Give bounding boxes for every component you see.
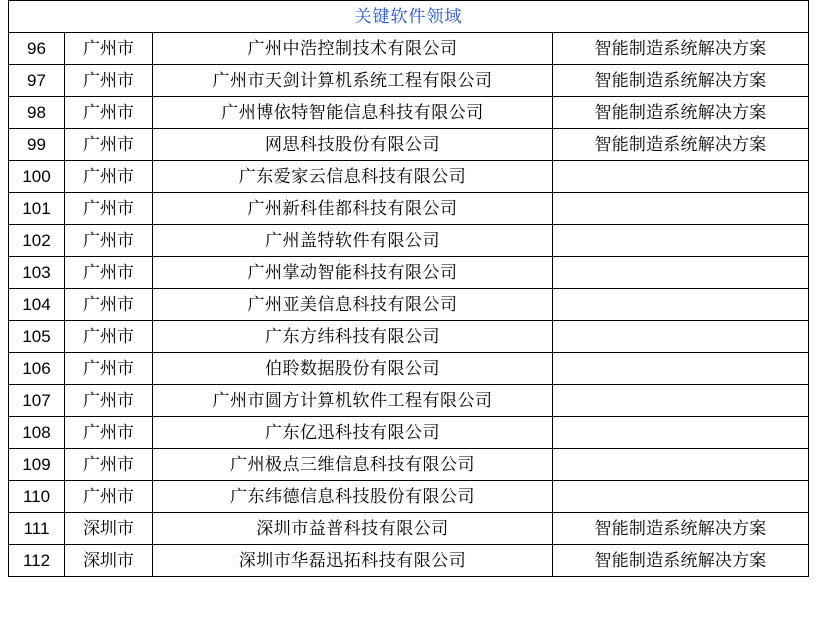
table-row <box>9 545 809 577</box>
cell-field <box>553 449 809 481</box>
cell-index: 98 <box>9 97 65 129</box>
cell-company-name: 广东亿迅科技有限公司 <box>153 417 553 449</box>
cell-field <box>553 353 809 385</box>
cell-city: 广州市 <box>65 289 153 321</box>
cell-city: 广州市 <box>65 449 153 481</box>
cell-company-name: 广州中浩控制技术有限公司 <box>153 33 553 65</box>
cell-company-name: 广州市圆方计算机软件工程有限公司 <box>153 385 553 417</box>
cell-index: 110 <box>9 481 65 513</box>
cell-index: 108 <box>9 417 65 449</box>
cell-city: 广州市 <box>65 481 153 513</box>
cell-city: 深圳市 <box>65 513 153 545</box>
cell-index: 97 <box>9 65 65 97</box>
table-row <box>9 97 809 129</box>
cell-index: 107 <box>9 385 65 417</box>
cell-city: 广州市 <box>65 97 153 129</box>
cell-company-name: 伯聆数据股份有限公司 <box>153 353 553 385</box>
cell-company-name: 广州极点三维信息科技有限公司 <box>153 449 553 481</box>
cell-index: 102 <box>9 225 65 257</box>
cell-index: 109 <box>9 449 65 481</box>
cell-company-name: 广东方纬科技有限公司 <box>153 321 553 353</box>
table-title-row <box>9 1 809 33</box>
cell-city: 广州市 <box>65 33 153 65</box>
cell-index: 111 <box>9 513 65 545</box>
cell-field <box>553 257 809 289</box>
cell-index: 104 <box>9 289 65 321</box>
cell-company-name: 广州亚美信息科技有限公司 <box>153 289 553 321</box>
table-body <box>9 33 809 577</box>
cell-field: 智能制造系统解决方案 <box>553 33 809 65</box>
cell-index: 99 <box>9 129 65 161</box>
cell-field: 智能制造系统解决方案 <box>553 545 809 577</box>
cell-company-name: 广州新科佳都科技有限公司 <box>153 193 553 225</box>
page-title: 关键软件领域 <box>9 1 809 33</box>
cell-field <box>553 417 809 449</box>
table-row <box>9 353 809 385</box>
table-row <box>9 257 809 289</box>
table-row <box>9 321 809 353</box>
cell-city: 广州市 <box>65 161 153 193</box>
cell-city: 广州市 <box>65 225 153 257</box>
cell-index: 103 <box>9 257 65 289</box>
cell-index: 105 <box>9 321 65 353</box>
cell-field <box>553 289 809 321</box>
table-row <box>9 65 809 97</box>
table-row <box>9 129 809 161</box>
cell-city: 广州市 <box>65 385 153 417</box>
cell-field <box>553 321 809 353</box>
company-list-table <box>8 0 809 577</box>
cell-field: 智能制造系统解决方案 <box>553 97 809 129</box>
cell-field <box>553 193 809 225</box>
cell-company-name: 深圳市益普科技有限公司 <box>153 513 553 545</box>
cell-company-name: 广东纬德信息科技股份有限公司 <box>153 481 553 513</box>
cell-field <box>553 481 809 513</box>
cell-city: 广州市 <box>65 353 153 385</box>
cell-company-name: 广东爱家云信息科技有限公司 <box>153 161 553 193</box>
cell-company-name: 广州博依特智能信息科技有限公司 <box>153 97 553 129</box>
cell-index: 101 <box>9 193 65 225</box>
cell-field: 智能制造系统解决方案 <box>553 513 809 545</box>
cell-city: 深圳市 <box>65 545 153 577</box>
table-row <box>9 225 809 257</box>
cell-company-name: 广州盖特软件有限公司 <box>153 225 553 257</box>
cell-field <box>553 161 809 193</box>
cell-field <box>553 385 809 417</box>
cell-city: 广州市 <box>65 417 153 449</box>
cell-company-name: 深圳市华磊迅拓科技有限公司 <box>153 545 553 577</box>
table-row <box>9 161 809 193</box>
table-row <box>9 33 809 65</box>
cell-city: 广州市 <box>65 65 153 97</box>
table-row <box>9 193 809 225</box>
table-row <box>9 449 809 481</box>
cell-city: 广州市 <box>65 321 153 353</box>
table-row <box>9 385 809 417</box>
table-row <box>9 417 809 449</box>
cell-index: 112 <box>9 545 65 577</box>
cell-index: 106 <box>9 353 65 385</box>
cell-city: 广州市 <box>65 257 153 289</box>
cell-field: 智能制造系统解决方案 <box>553 65 809 97</box>
cell-company-name: 广州市天剑计算机系统工程有限公司 <box>153 65 553 97</box>
table-row <box>9 289 809 321</box>
cell-field <box>553 225 809 257</box>
cell-company-name: 网思科技股份有限公司 <box>153 129 553 161</box>
cell-company-name: 广州掌动智能科技有限公司 <box>153 257 553 289</box>
cell-field: 智能制造系统解决方案 <box>553 129 809 161</box>
cell-index: 96 <box>9 33 65 65</box>
table-row <box>9 481 809 513</box>
cell-index: 100 <box>9 161 65 193</box>
cell-city: 广州市 <box>65 129 153 161</box>
cell-city: 广州市 <box>65 193 153 225</box>
table-row <box>9 513 809 545</box>
